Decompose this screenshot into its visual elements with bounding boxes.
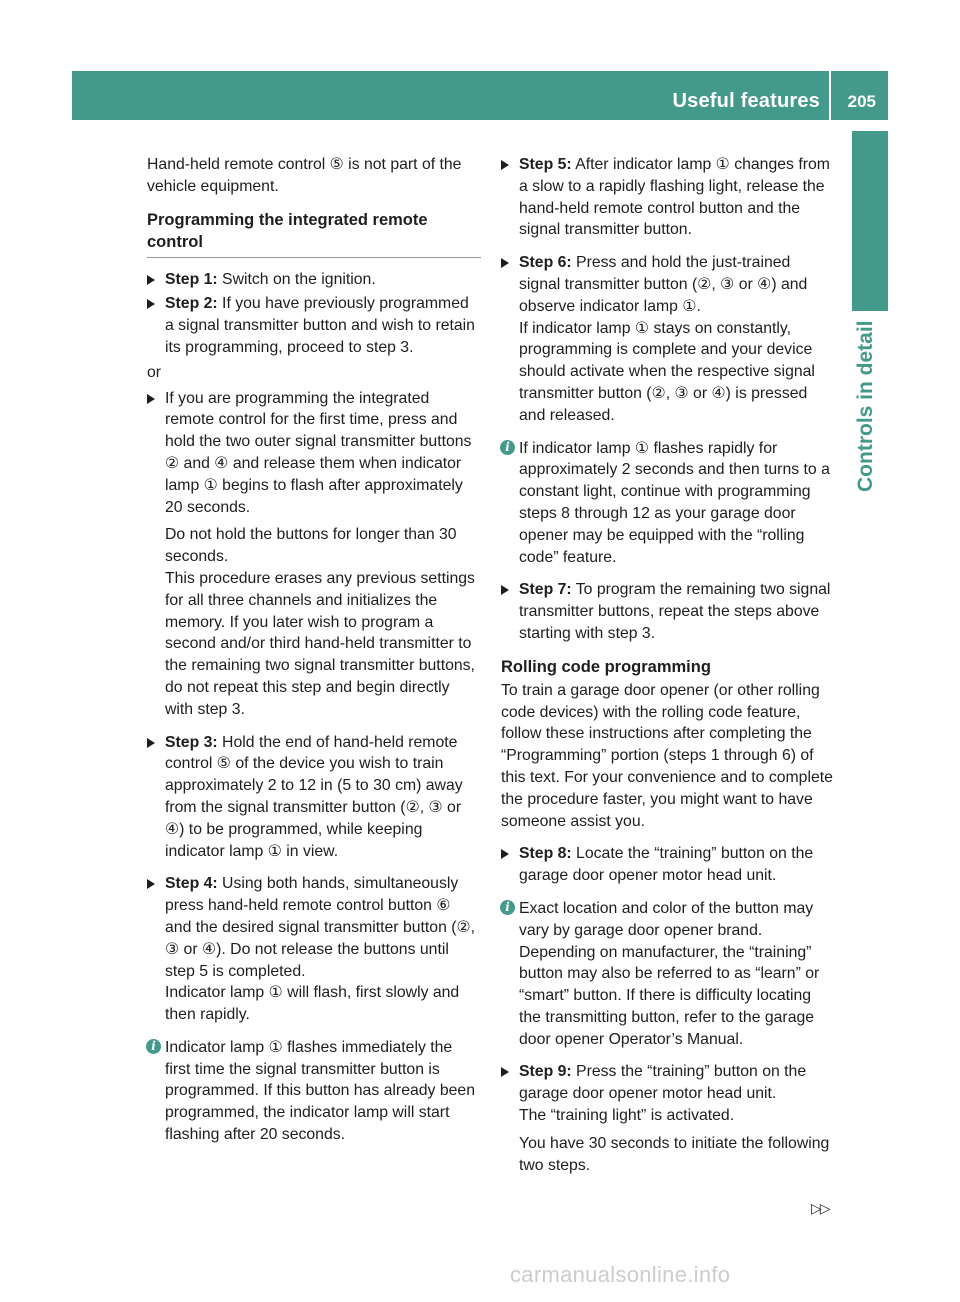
step-text: Hold the end of hand-held remote control ⑤ of the device you wish to train approximately 2 to 12 in (5 to 30 cm) away from the signal transmitter button (②, ③ or ④) to be programmed, while keeping indicator lamp ① in view. (165, 733, 463, 860)
info-icon: i (146, 1039, 161, 1054)
step-alternative (147, 388, 481, 721)
bullet-arrow-icon (147, 394, 155, 404)
step-7 (501, 579, 835, 644)
watermark: carmanualsonline.info (510, 1262, 731, 1287)
chapter-tab (852, 131, 888, 311)
section-heading: Rolling code programming (501, 657, 711, 676)
bullet-arrow-icon (501, 1067, 509, 1077)
step-text: If indicator lamp ① stays on constantly, programming is complete and your device should activate when the respective signal transmitter button (②, ③ or ④) is pressed and released. (519, 319, 815, 424)
step-text: Switch on the ignition. (217, 270, 376, 288)
step-text: If you are programming the integrated remote control for the first time, press and hold the two outer signal transmitter buttons ② and ④ and release them when indicator lamp ① begins to flash after approximately 20 seconds. (165, 389, 472, 516)
step-text: Using both hands, simultaneously press hand-held remote control button ⑥ and the desired signal transmitter button (②, ③ or ④). Do not release the buttons until step 5 is completed. (165, 875, 476, 980)
step-text: Press the “training” button on the garage door opener motor head unit. (519, 1063, 807, 1103)
note-text: Indicator lamp ① flashes immediately the first time the signal transmitter button is programmed. If this button has already been programmed, the indicator lamp will start flashing after 20 seconds. (165, 1038, 475, 1144)
bullet-arrow-icon (147, 299, 155, 309)
note-text: If indicator lamp ① flashes rapidly for approximately 2 seconds and then turns to a constant light, continue with programming steps 8 through 12 as your garage door opener may be equipped with the “rolling code” feature. (519, 439, 830, 566)
step-text: After indicator lamp ① changes from a slow to a rapidly flashing light, release the hand-held remote control button and the signal transmitter button. (519, 156, 830, 239)
note-text: Exact location and color of the button may vary by garage door opener brand. Depending on manufacturer, the “training” button may also be referred to as “learn” or “smart” button. If there is difficulty locating the transmitting button, refer to the garage door opener Operator’s Manual. (519, 899, 820, 1048)
step-label: Step 4: (165, 875, 218, 893)
step-text: Indicator lamp ① will flash, first slowly and then rapidly. (165, 984, 460, 1024)
info-icon: i (500, 440, 515, 455)
step-text: To program the remaining two signal transmitter buttons, repeat the steps above starting with step 3. (519, 581, 831, 642)
step-9 (501, 1061, 835, 1176)
header-bar (72, 71, 888, 120)
step-label: Step 1: (165, 270, 218, 288)
step-text: Do not hold the buttons for longer than 30 seconds. (165, 526, 457, 566)
intro-paragraph: Hand-held remote control ⑤ is not part of the vehicle equipment. (147, 156, 462, 195)
info-note (147, 1037, 481, 1146)
step-text: Locate the “training” button on the garage door opener motor head unit. (519, 845, 814, 885)
section-title: Useful features (672, 90, 820, 112)
step-label: Step 2: (165, 295, 218, 313)
continue-arrows-icon: ▷▷ (811, 1200, 829, 1216)
step-6 (501, 252, 835, 426)
step-text: You have 30 seconds to initiate the following two steps. (519, 1134, 830, 1174)
info-note (501, 438, 835, 569)
page-number: 205 (847, 92, 876, 111)
left-column (147, 154, 481, 1157)
step-text: Press and hold the just-trained signal transmitter button (②, ③ or ④) and observe indicator lamp ①. (519, 254, 808, 315)
right-column (501, 154, 835, 1179)
bullet-arrow-icon (147, 738, 155, 748)
step-label: Step 9: (519, 1063, 572, 1081)
step-text: If you have previously programmed a signal transmitter button and wish to retain its programming, proceed to step 3. (165, 295, 475, 356)
step-4 (147, 873, 481, 1026)
body-paragraph: To train a garage door opener (or other rolling code devices) with the rolling code feature, follow these instructions after completing the “Programming” portion (steps 1 through 6) of this text. For your convenience and to complete the procedure faster, you might want to have someone assist you. (501, 681, 833, 830)
step-label: Step 7: (519, 581, 572, 599)
step-8 (501, 843, 835, 887)
bullet-arrow-icon (501, 258, 509, 268)
step-3 (147, 732, 481, 863)
bullet-arrow-icon (501, 849, 509, 859)
bullet-arrow-icon (501, 160, 509, 170)
step-label: Step 8: (519, 845, 572, 863)
bullet-arrow-icon (501, 585, 509, 595)
step-label: Step 3: (165, 733, 218, 751)
step-text: The “training light” is activated. (519, 1107, 735, 1125)
header-divider (829, 71, 831, 120)
step-label: Step 6: (519, 254, 572, 272)
step-text: This procedure erases any previous settings for all three channels and initializes the memory. If you later wish to program a second and/or third hand-held transmitter to the remaining two signal transmitter buttons, do not repeat this step and begin directly with step 3. (165, 569, 475, 718)
step-5 (501, 154, 835, 241)
or-text: or (147, 363, 162, 381)
bullet-arrow-icon (147, 275, 155, 285)
step-1 (147, 269, 481, 291)
step-2 (147, 293, 481, 358)
chapter-label: Controls in detail (854, 320, 877, 492)
info-note (501, 898, 835, 1051)
info-icon: i (500, 900, 515, 915)
section-heading: Programming the integrated remote control (147, 209, 481, 258)
bullet-arrow-icon (147, 879, 155, 889)
step-label: Step 5: (519, 156, 572, 173)
